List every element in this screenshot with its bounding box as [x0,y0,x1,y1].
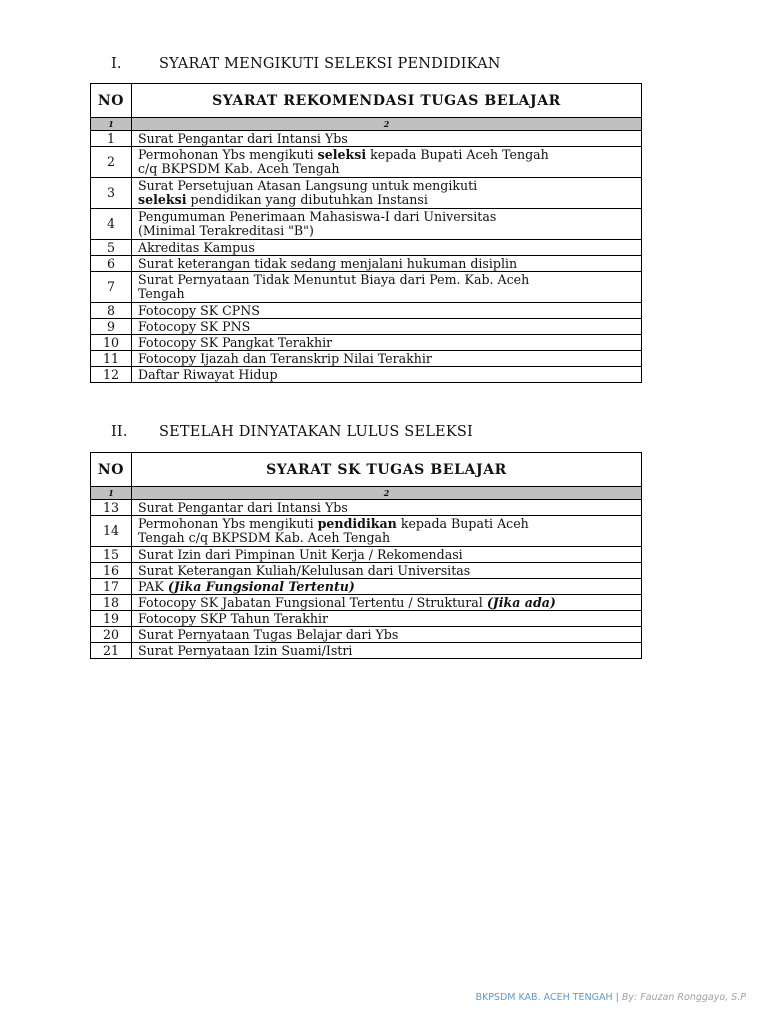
row-number: 19 [91,611,132,627]
requirement-text: Fotocopy SK CPNS [138,302,260,318]
row-number: 14 [91,516,132,547]
section-1-title: SYARAT MENGIKUTI SELEKSI PENDIDIKAN [159,56,501,72]
requirement-text: Surat Pernyataan Tugas Belajar dari Ybs [138,626,399,642]
requirements-table-1 [90,83,642,383]
row-requirement [132,178,642,209]
row-requirement [132,147,642,178]
row-number: 11 [91,351,132,367]
requirement-text: Fotocopy SK Pangkat Terakhir [138,334,333,350]
row-number: 4 [91,209,132,240]
row-number: 15 [91,547,132,563]
requirement-text: pendidikan yang dibutuhkan Instansi [186,192,428,207]
requirement-text: Surat keterangan tidak sedang menjalani hukuman disiplin [138,255,518,271]
row-requirement [132,500,642,516]
table-row [91,319,642,335]
row-requirement [132,256,642,272]
row-number: 3 [91,178,132,209]
table-row [91,272,642,303]
requirement-text: Surat Izin dari Pimpinan Unit Kerja / Rekomendasi [138,546,463,562]
section-2-number: II. [111,424,128,440]
row-requirement [132,319,642,335]
emphasis-text: seleksi [138,192,187,207]
table-row [91,256,642,272]
row-requirement [132,335,642,351]
page-footer [475,992,746,1003]
row-number: 12 [91,367,132,383]
footer-separator: | [612,992,622,1003]
row-number: 16 [91,563,132,579]
table-row [91,147,642,178]
requirement-text: Fotocopy Ijazah dan Teranskrip Nilai Terakhir [138,350,432,366]
table-row [91,303,642,319]
requirement-text: (Minimal Terakreditasi "B") [138,223,314,238]
row-requirement [132,516,642,547]
requirement-text: Fotocopy SKP Tahun Terakhir [138,610,329,626]
requirements-table-2 [90,452,642,659]
table-row [91,579,642,595]
row-number: 2 [91,147,132,178]
emphasis-text: (Jika ada) [486,594,556,610]
section-2-title: SETELAH DINYATAKAN LULUS SELEKSI [159,424,473,440]
requirement-text: Tengah c/q BKPSDM Kab. Aceh Tengah [138,530,391,545]
column-header-no: NO [91,84,132,118]
row-requirement [132,303,642,319]
emphasis-text: seleksi [317,147,367,162]
column-header-no: NO [91,453,132,487]
requirement-text: Permohonan Ybs mengikuti [138,147,318,162]
column-header-requirement: SYARAT REKOMENDASI TUGAS BELAJAR [132,84,642,118]
table-row [91,563,642,579]
table-row [91,516,642,547]
table-row [91,209,642,240]
table-row [91,595,642,611]
row-number: 8 [91,303,132,319]
table-row [91,351,642,367]
table-row [91,131,642,147]
row-requirement [132,367,642,383]
row-number: 21 [91,643,132,659]
table-row [91,178,642,209]
requirement-text: Fotocopy SK PNS [138,318,251,334]
row-number: 7 [91,272,132,303]
row-requirement [132,272,642,303]
section-2-heading [111,424,473,440]
row-requirement [132,240,642,256]
requirement-text: Pengumuman Penerimaan Mahasiswa-I dari Universitas [138,209,497,224]
requirement-text: kepada Bupati Aceh [396,516,529,531]
row-number: 9 [91,319,132,335]
requirement-text: Surat Persetujuan Atasan Langsung untuk mengikuti [138,178,478,193]
requirement-text: Surat Pernyataan Tidak Menuntut Biaya dari Pem. Kab. Aceh [138,272,530,287]
requirement-text: Tengah [138,286,185,301]
row-number: 18 [91,595,132,611]
requirement-text: Akreditas Kampus [138,239,255,255]
row-number: 1 [91,131,132,147]
requirement-text: kepada Bupati Aceh Tengah [366,147,549,162]
table-row [91,240,642,256]
emphasis-text: pendidikan [317,516,397,531]
table-row [91,367,642,383]
requirement-text: Surat Pernyataan Izin Suami/Istri [138,642,353,658]
column-index-no: 1 [91,118,132,131]
row-requirement [132,563,642,579]
table-row [91,643,642,659]
row-number: 5 [91,240,132,256]
column-index-row [91,118,642,131]
section-1-number: I. [111,56,122,72]
emphasis-text: (Jika Fungsional Tertentu) [167,578,355,594]
column-index-row [91,487,642,500]
requirement-text: Permohonan Ybs mengikuti [138,516,318,531]
row-requirement [132,547,642,563]
table-row [91,627,642,643]
requirement-text: Surat Pengantar dari Intansi Ybs [138,499,348,515]
column-index-no: 1 [91,487,132,500]
column-index-desc: 2 [132,118,642,131]
table-row [91,335,642,351]
column-header-requirement: SYARAT SK TUGAS BELAJAR [132,453,642,487]
row-requirement [132,131,642,147]
requirement-text: Fotocopy SK Jabatan Fungsional Tertentu / Struktural [138,594,487,610]
row-requirement [132,579,642,595]
requirement-text: PAK [138,578,168,594]
footer-author: By: Fauzan Ronggayo, S.P [621,992,746,1003]
row-requirement [132,351,642,367]
row-number: 20 [91,627,132,643]
footer-org: BKPSDM KAB. ACEH TENGAH [475,992,613,1003]
table-row [91,547,642,563]
row-requirement [132,595,642,611]
row-number: 17 [91,579,132,595]
row-number: 13 [91,500,132,516]
section-1-heading [111,56,501,72]
requirement-text: Daftar Riwayat Hidup [138,366,278,382]
row-requirement [132,611,642,627]
requirement-text: c/q BKPSDM Kab. Aceh Tengah [138,161,340,176]
requirement-text: Surat Keterangan Kuliah/Kelulusan dari Universitas [138,562,471,578]
table-row [91,611,642,627]
table-row [91,500,642,516]
row-number: 10 [91,335,132,351]
requirement-text: Surat Pengantar dari Intansi Ybs [138,130,348,146]
row-requirement [132,209,642,240]
row-number: 6 [91,256,132,272]
row-requirement [132,627,642,643]
column-index-desc: 2 [132,487,642,500]
row-requirement [132,643,642,659]
